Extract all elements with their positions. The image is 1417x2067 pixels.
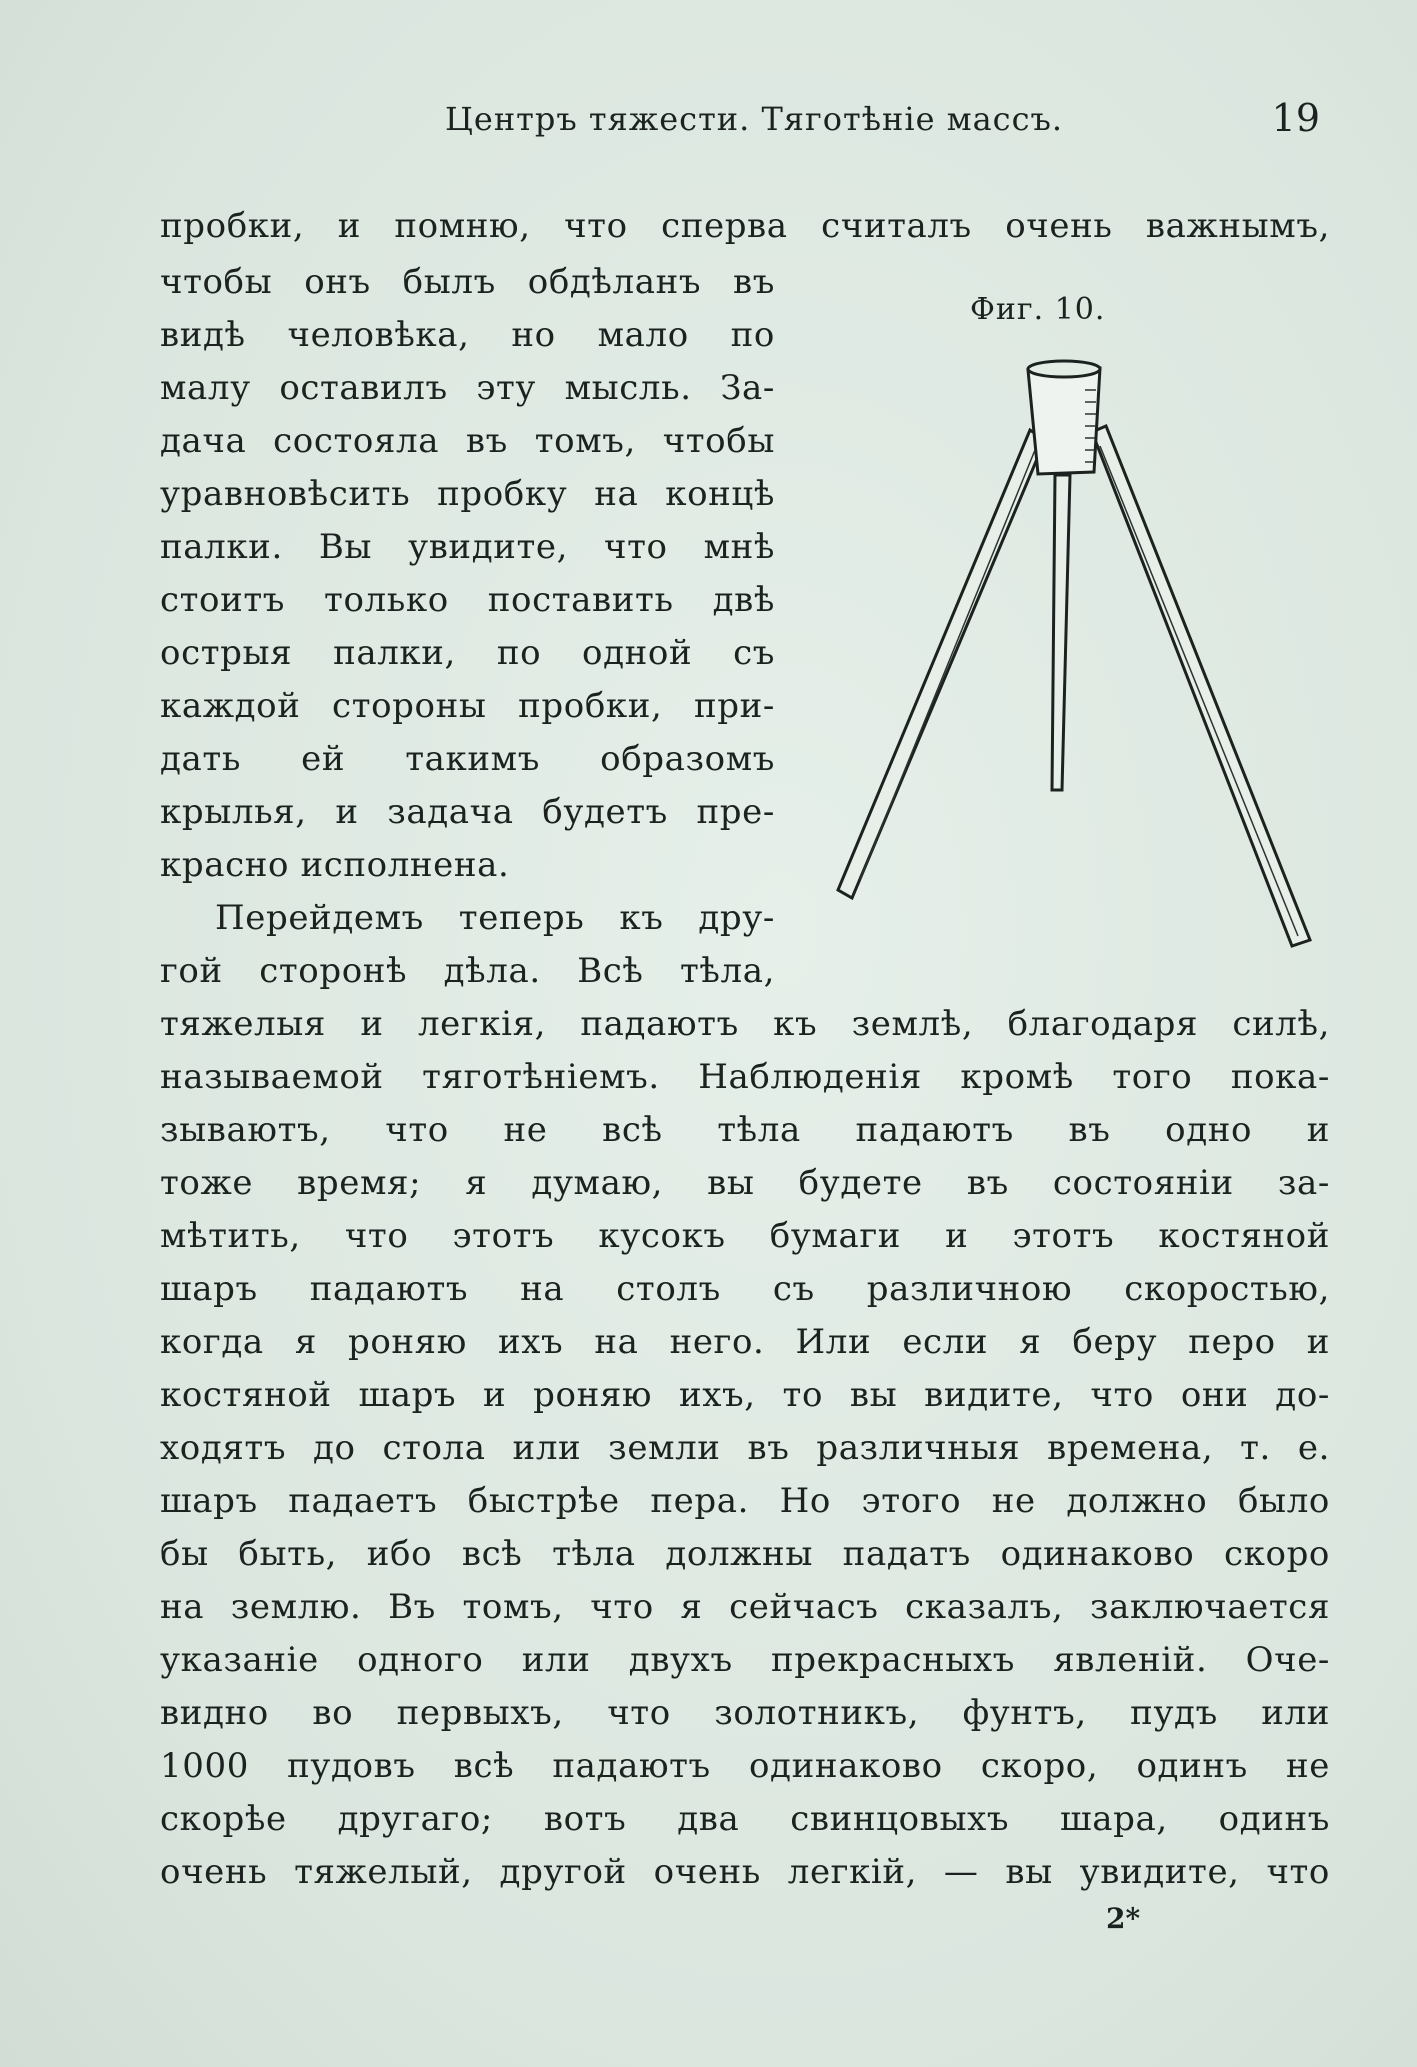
text-line: 1000 пудовъ всѣ падаютъ одинаково скоро, одинъ не bbox=[160, 1746, 1330, 1786]
running-title: Центръ тяжести. Тяготѣніе массъ. bbox=[445, 100, 1064, 138]
text-line: тяжелыя и легкія, падаютъ къ землѣ, благодаря силѣ, bbox=[160, 1004, 1330, 1044]
text-line: острыя палки, по одной съ bbox=[160, 633, 775, 673]
text-line: шаръ падаютъ на столъ съ различною скоростью, bbox=[160, 1269, 1330, 1309]
text-line: чтобы онъ былъ обдѣланъ въ bbox=[160, 262, 775, 302]
text-line: уравновѣсить пробку на концѣ bbox=[160, 474, 775, 514]
text-line: гой сторонѣ дѣла. Всѣ тѣла, bbox=[160, 951, 775, 991]
text-line: на землю. Въ томъ, что я сейчасъ сказалъ, заключается bbox=[160, 1587, 1330, 1627]
page-header bbox=[160, 96, 1330, 150]
text-line: бы быть, ибо всѣ тѣла должны падатъ одинаково скоро bbox=[160, 1534, 1330, 1574]
text-line: крылья, и задача будетъ пре- bbox=[160, 792, 775, 832]
text-line: дать ей такимъ образомъ bbox=[160, 739, 775, 779]
text-line: малу оставилъ эту мысль. За- bbox=[160, 368, 775, 408]
text-line: видно во первыхъ, что золотникъ, фунтъ, пудъ или bbox=[160, 1693, 1330, 1733]
text-line: видѣ человѣка, но мало по bbox=[160, 315, 775, 355]
cork-sticks-figure bbox=[830, 350, 1320, 960]
text-line: зываютъ, что не всѣ тѣла падаютъ въ одно и bbox=[160, 1110, 1330, 1150]
text-line: ходятъ до стола или земли въ различныя времена, т. е. bbox=[160, 1428, 1330, 1468]
text-line: называемой тяготѣніемъ. Наблюденія кромѣ того пока- bbox=[160, 1057, 1330, 1097]
text-line: палки. Вы увидите, что мнѣ bbox=[160, 527, 775, 567]
text-line: пробки, и помню, что сперва считалъ очень важнымъ, bbox=[160, 206, 1330, 246]
text-line: красно исполнена. bbox=[160, 845, 510, 885]
text-line: тоже время; я думаю, вы будете въ состояніи за- bbox=[160, 1163, 1330, 1203]
text-line: Перейдемъ теперь къ дру- bbox=[215, 898, 775, 938]
figure-caption: Фиг. 10. bbox=[970, 292, 1106, 327]
text-line: каждой стороны пробки, при- bbox=[160, 686, 775, 726]
text-line: скорѣе другаго; вотъ два свинцовыхъ шара, одинъ bbox=[160, 1799, 1330, 1839]
text-line: очень тяжелый, другой очень легкій, — вы увидите, что bbox=[160, 1852, 1330, 1892]
text-line: когда я роняю ихъ на него. Или если я беру перо и bbox=[160, 1322, 1330, 1362]
text-line: мѣтить, что этотъ кусокъ бумаги и этотъ костяной bbox=[160, 1216, 1330, 1256]
text-line: дача состояла въ томъ, чтобы bbox=[160, 421, 775, 461]
signature-mark: 2* bbox=[1106, 1902, 1141, 1935]
text-line: костяной шаръ и роняю ихъ, то вы видите, что они до- bbox=[160, 1375, 1330, 1415]
text-line: шаръ падаетъ быстрѣе пера. Но этого не должно было bbox=[160, 1481, 1330, 1521]
text-line: стоитъ только поставить двѣ bbox=[160, 580, 775, 620]
page-number: 19 bbox=[1271, 96, 1320, 140]
text-line: указаніе одного или двухъ прекрасныхъ явленій. Оче- bbox=[160, 1640, 1330, 1680]
